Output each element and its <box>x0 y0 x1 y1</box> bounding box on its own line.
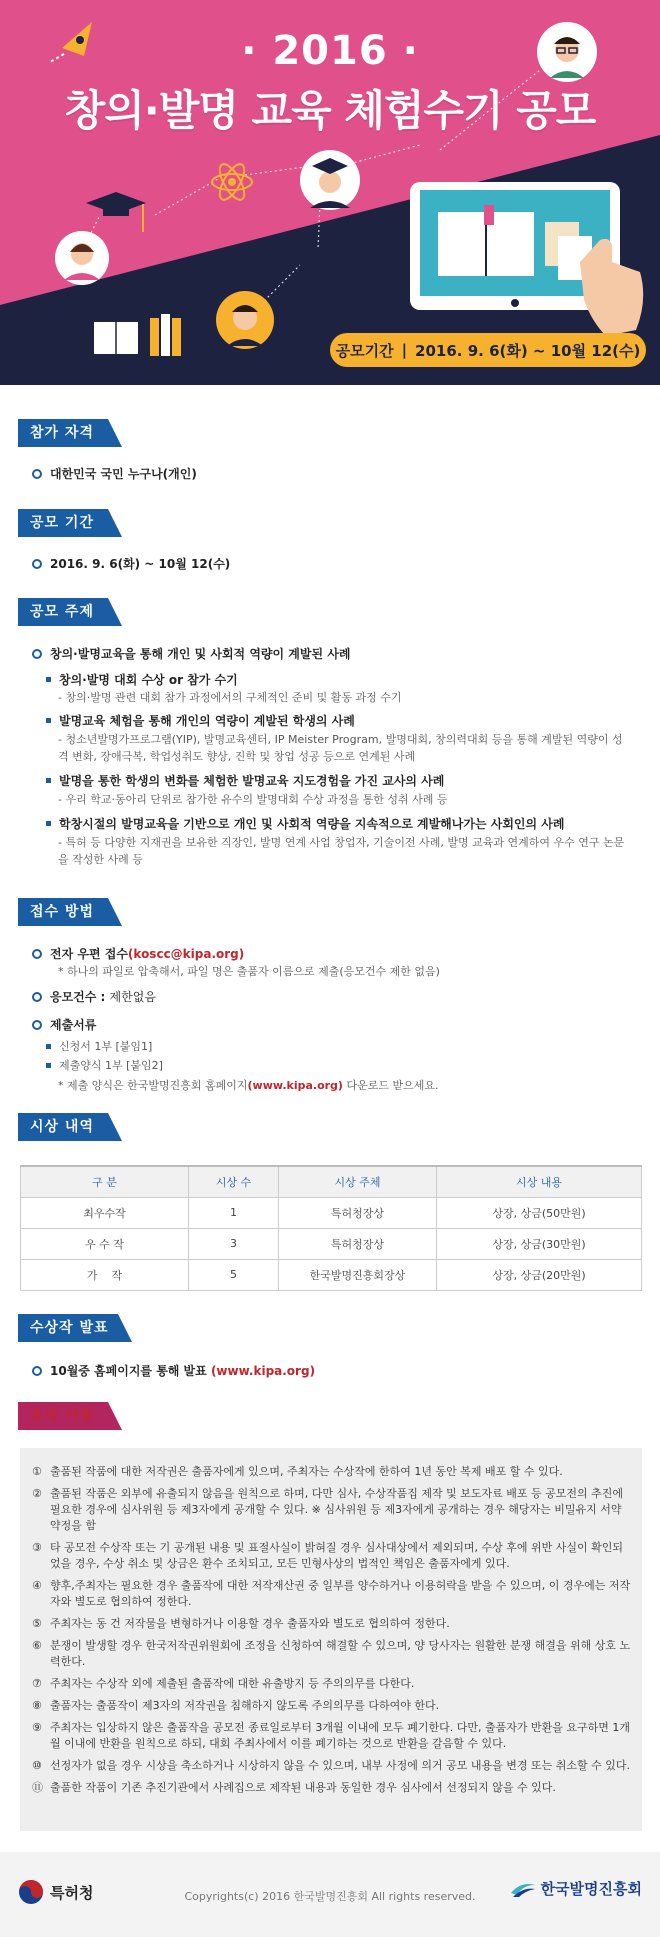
theme-item-desc: - 우리 학교·동아리 단위로 참가한 유수의 발명대회 수상 과정을 통한 성취 사례 등 <box>58 793 448 806</box>
list-item <box>32 1486 632 1534</box>
list-item <box>32 1676 632 1692</box>
caution-text: 분쟁이 발생할 경우 한국저작권위원회에 조정을 신청하여 해결할 수 있으며, 양 당사자는 원활한 분쟁 해결을 위해 상호 노력한다. <box>50 1639 631 1668</box>
caution-text: 주최자는 동 건 저작물을 변형하거나 이용할 경우 출품자와 별도로 협의하여 정한다. <box>50 1617 450 1630</box>
list-item <box>32 1540 632 1572</box>
theme-item-title: 발명을 통한 학생의 변화를 체험한 발명교육 지도경험을 가진 교사의 사례 <box>59 774 445 788</box>
square-bullet-icon <box>46 821 51 826</box>
caution-number: ⑨ <box>32 1721 42 1734</box>
period-separator: | <box>401 341 408 359</box>
theme-item-desc: - 특허 등 다양한 지재권을 보유한 직장인, 발명 연계 사업 창업자, 기술이전 사례, 발명 교육과 연계하여 우수 연구 논문을 작성한 사례 등 <box>58 836 625 866</box>
circle-bullet-icon <box>32 1366 42 1376</box>
circle-bullet-icon <box>32 469 42 479</box>
kipa-swoosh-icon <box>509 1879 537 1899</box>
email-address-link[interactable]: (koscc@kipa.org) <box>127 947 245 961</box>
caution-text: 주최자는 입상하지 않은 출품작을 공모전 종료일로부터 3개월 이내에 모두 폐기한다. 다만, 출품자가 반환을 요구하면 1개월 이내에 반환을 원칙으로 하되, 대회 주최사에서 이를 폐기하는 것으로 반환을 갈음할 수 있다. <box>50 1721 630 1750</box>
table-cell: 특허청장상 <box>279 1197 437 1228</box>
caution-text: 출품된 작품은 외부에 유출되지 않음을 원칙으로 하며, 다만 심사, 수상작품집 제작 및 보도자료 배포 등 공모전의 추진에 필요한 경우에 심사위원 등 제3자에게 공개할 수 있다. ※ 심사위원 등 제3자에게 공개하는 경우 해당자는 비밀유지 서약 약정을 함 <box>50 1487 623 1532</box>
period-label: 공모기간 <box>335 341 394 360</box>
hero-title: 창의·발명 교육 체험수기 공모 <box>64 86 596 135</box>
period-item <box>32 555 230 572</box>
footer <box>0 1852 660 1937</box>
avatar-woman-icon <box>55 231 109 285</box>
docs-label: 제출서류 <box>50 1018 97 1032</box>
table-cell: 상장, 상금(20만원) <box>437 1259 642 1290</box>
table-cell: 특허청장상 <box>279 1228 437 1259</box>
count-value: 제한없음 <box>109 990 156 1004</box>
kipo-name: 특허청 <box>50 1883 94 1902</box>
theme-item-1 <box>46 671 238 688</box>
table-cell: 상장, 상금(30만원) <box>437 1228 642 1259</box>
submission-email <box>32 945 244 962</box>
list-item <box>32 1720 632 1752</box>
docs-item-1 <box>46 1038 152 1054</box>
theme-item-2 <box>46 712 355 729</box>
table-cell: 상장, 상금(50만원) <box>437 1197 642 1228</box>
section-heading-submission: 접수 방법 <box>18 898 108 926</box>
submission-docs <box>32 1016 96 1033</box>
caution-text: 타 공모전 수상작 또는 기 공개된 내용 및 표절사실이 밝혀질 경우 심사대상에서 제외되며, 수상 후에 위반 사실이 확인되었을 경우, 수상 취소 및 상금은 환수 조치되고, 모든 민형사상의 법적인 책임은 출품자에게 있다. <box>50 1541 623 1570</box>
circle-bullet-icon <box>32 649 42 659</box>
caution-text: 출품한 작품이 기존 추진기관에서 사례집으로 제작된 내용과 동일한 경우 심사에서 선정되지 않을 수 있다. <box>50 1781 556 1794</box>
circle-bullet-icon <box>32 1020 42 1030</box>
kipa-logo[interactable] <box>509 1878 642 1899</box>
caution-number: ⑩ <box>32 1759 42 1772</box>
caution-number: ④ <box>32 1579 42 1592</box>
square-bullet-icon <box>46 677 51 682</box>
caution-number: ⑦ <box>32 1677 42 1690</box>
announce-item <box>32 1362 315 1379</box>
table-row <box>21 1228 642 1259</box>
announce-text: 10월중 홈페이지를 통해 발표 <box>50 1364 207 1378</box>
section-heading-eligibility: 참가 자격 <box>18 419 108 447</box>
caution-number: ③ <box>32 1541 42 1554</box>
kipa-homepage-link[interactable]: (www.kipa.org) <box>247 1079 343 1092</box>
theme-item-title: 발명교육 체험을 통해 개인의 역량이 계발된 학생의 사례 <box>59 714 355 728</box>
circle-bullet-icon <box>32 992 42 1002</box>
section-heading-awards: 시상 내역 <box>18 1113 108 1141</box>
square-bullet-icon <box>46 1044 51 1049</box>
caution-text: 주최자는 수상작 외에 제출된 출품작에 대한 유출방지 등 주의의무를 다한다. <box>50 1677 415 1690</box>
theme-item-desc: - 창의·발명 관련 대회 참가 과정에서의 구체적인 준비 및 활동 과정 수기 <box>58 691 402 704</box>
submission-count <box>32 988 156 1005</box>
cautions-list <box>32 1464 632 1802</box>
caution-text: 선정자가 없을 경우 시상을 축소하거나 시상하지 않을 수 있으며, 내부 사정에 의거 공모 내용을 변경 또는 취소할 수 있다. <box>50 1759 630 1772</box>
section-heading-announce: 수상작 발표 <box>18 1314 118 1342</box>
avatar-man-icon <box>216 291 274 349</box>
section-heading-theme: 공모 주제 <box>18 598 108 626</box>
square-bullet-icon <box>46 1063 51 1068</box>
theme-main <box>32 645 350 662</box>
list-item <box>32 1464 632 1480</box>
awards-col-header: 시상 내용 <box>437 1166 642 1197</box>
table-cell: 가 작 <box>21 1259 189 1290</box>
awards-col-header: 시상 수 <box>189 1166 279 1197</box>
square-bullet-icon <box>46 778 51 783</box>
docs-note-text: * 제출 양식은 한국발명진흥회 홈페이지 <box>58 1079 248 1092</box>
docs-note <box>58 1077 438 1093</box>
docs-item-text: 신청서 1부 [붙임1] <box>59 1040 153 1053</box>
awards-col-header: 시상 주체 <box>279 1166 437 1197</box>
section-heading-cautions: 유의 사항 <box>18 1402 108 1430</box>
docs-note-text-end: 다운로드 받으세요. <box>342 1079 439 1092</box>
theme-item-title: 학창시절의 발명교육을 기반으로 개인 및 사회적 역량을 지속적으로 계발해나가는 사회인의 사례 <box>59 817 565 831</box>
announce-link[interactable]: (www.kipa.org) <box>210 1364 316 1378</box>
table-cell: 1 <box>189 1197 279 1228</box>
caution-text: 향후,주최자는 필요한 경우 출품작에 대한 저작재산권 중 일부를 양수하거나 이용허락을 받을 수 있으며, 이 경우에는 저작자와 별도로 협의하여 정한다. <box>50 1579 631 1608</box>
docs-item-2 <box>46 1057 163 1073</box>
section-heading-period: 공모 기간 <box>18 509 108 537</box>
caution-number: ① <box>32 1465 42 1478</box>
table-cell: 한국발명진흥회장상 <box>279 1259 437 1290</box>
copyright: Copyrights(c) 2016 한국발명진흥회 All rights reserved. <box>184 1890 476 1903</box>
email-note: * 하나의 파일로 압축해서, 파일 명은 출품자 이름으로 제출(응모건수 제한 없음) <box>58 965 440 978</box>
caution-number: ⑧ <box>32 1699 42 1712</box>
caution-text: 출품자는 출품작이 제3자의 저작권을 침해하지 않도록 주의의무를 다하여야 한다. <box>50 1699 440 1712</box>
eligibility-item <box>32 465 197 482</box>
avatar-graduate-icon <box>300 150 360 210</box>
square-bullet-icon <box>46 718 51 723</box>
period-pill <box>330 333 646 367</box>
email-label: 전자 우편 접수 <box>50 947 128 961</box>
theme-item-4 <box>46 815 564 832</box>
caution-number: ② <box>32 1487 42 1500</box>
list-item <box>32 1638 632 1670</box>
list-item <box>32 1780 632 1796</box>
awards-table <box>20 1165 642 1291</box>
table-row <box>21 1259 642 1290</box>
table-cell: 우 수 작 <box>21 1228 189 1259</box>
period-value: 2016. 9. 6(화) ~ 10월 12(수) <box>415 341 641 360</box>
period-text: 2016. 9. 6(화) ~ 10월 12(수) <box>50 557 231 571</box>
theme-item-title: 창의·발명 대회 수상 or 참가 수기 <box>59 673 238 687</box>
theme-main-text: 창의·발명교육을 통해 개인 및 사회적 역량이 계발된 사례 <box>50 647 351 661</box>
caution-text: 출품된 작품에 대한 저작권은 출품자에게 있으며, 주최자는 수상작에 한하여 1년 동안 복제 배포 할 수 있다. <box>50 1465 563 1478</box>
table-cell: 최우수작 <box>21 1197 189 1228</box>
hero-year: · 2016 · <box>241 28 419 74</box>
list-item <box>32 1578 632 1610</box>
table-row <box>21 1197 642 1228</box>
count-label: 응모건수 : <box>50 990 106 1004</box>
caution-number: ⑤ <box>32 1617 42 1630</box>
hero-banner <box>0 0 660 385</box>
docs-item-text: 제출양식 1부 [붙임2] <box>59 1059 163 1072</box>
circle-bullet-icon <box>32 949 42 959</box>
theme-item-3 <box>46 772 444 789</box>
table-cell: 3 <box>189 1228 279 1259</box>
theme-item-desc: - 청소년발명가프로그램(YIP), 발명교육센터, IP Meister Program, 발명대회, 창의력대회 등을 통해 계발된 역량이 성격 변화, 장애극복, 학업성취도 향상, 진학 및 창업 성공 등으로 연계된 사례 <box>58 733 623 763</box>
list-item <box>32 1698 632 1714</box>
table-cell: 5 <box>189 1259 279 1290</box>
list-item <box>32 1758 632 1774</box>
list-item <box>32 1616 632 1632</box>
circle-bullet-icon <box>32 559 42 569</box>
eligibility-text: 대한민국 국민 누구나(개인) <box>50 467 197 481</box>
awards-col-header: 구 분 <box>21 1166 189 1197</box>
kipa-name: 한국발명진흥회 <box>540 1880 642 1898</box>
awards-table-header <box>21 1166 642 1197</box>
caution-number: ⑪ <box>32 1781 43 1794</box>
caution-number: ⑥ <box>32 1639 42 1652</box>
